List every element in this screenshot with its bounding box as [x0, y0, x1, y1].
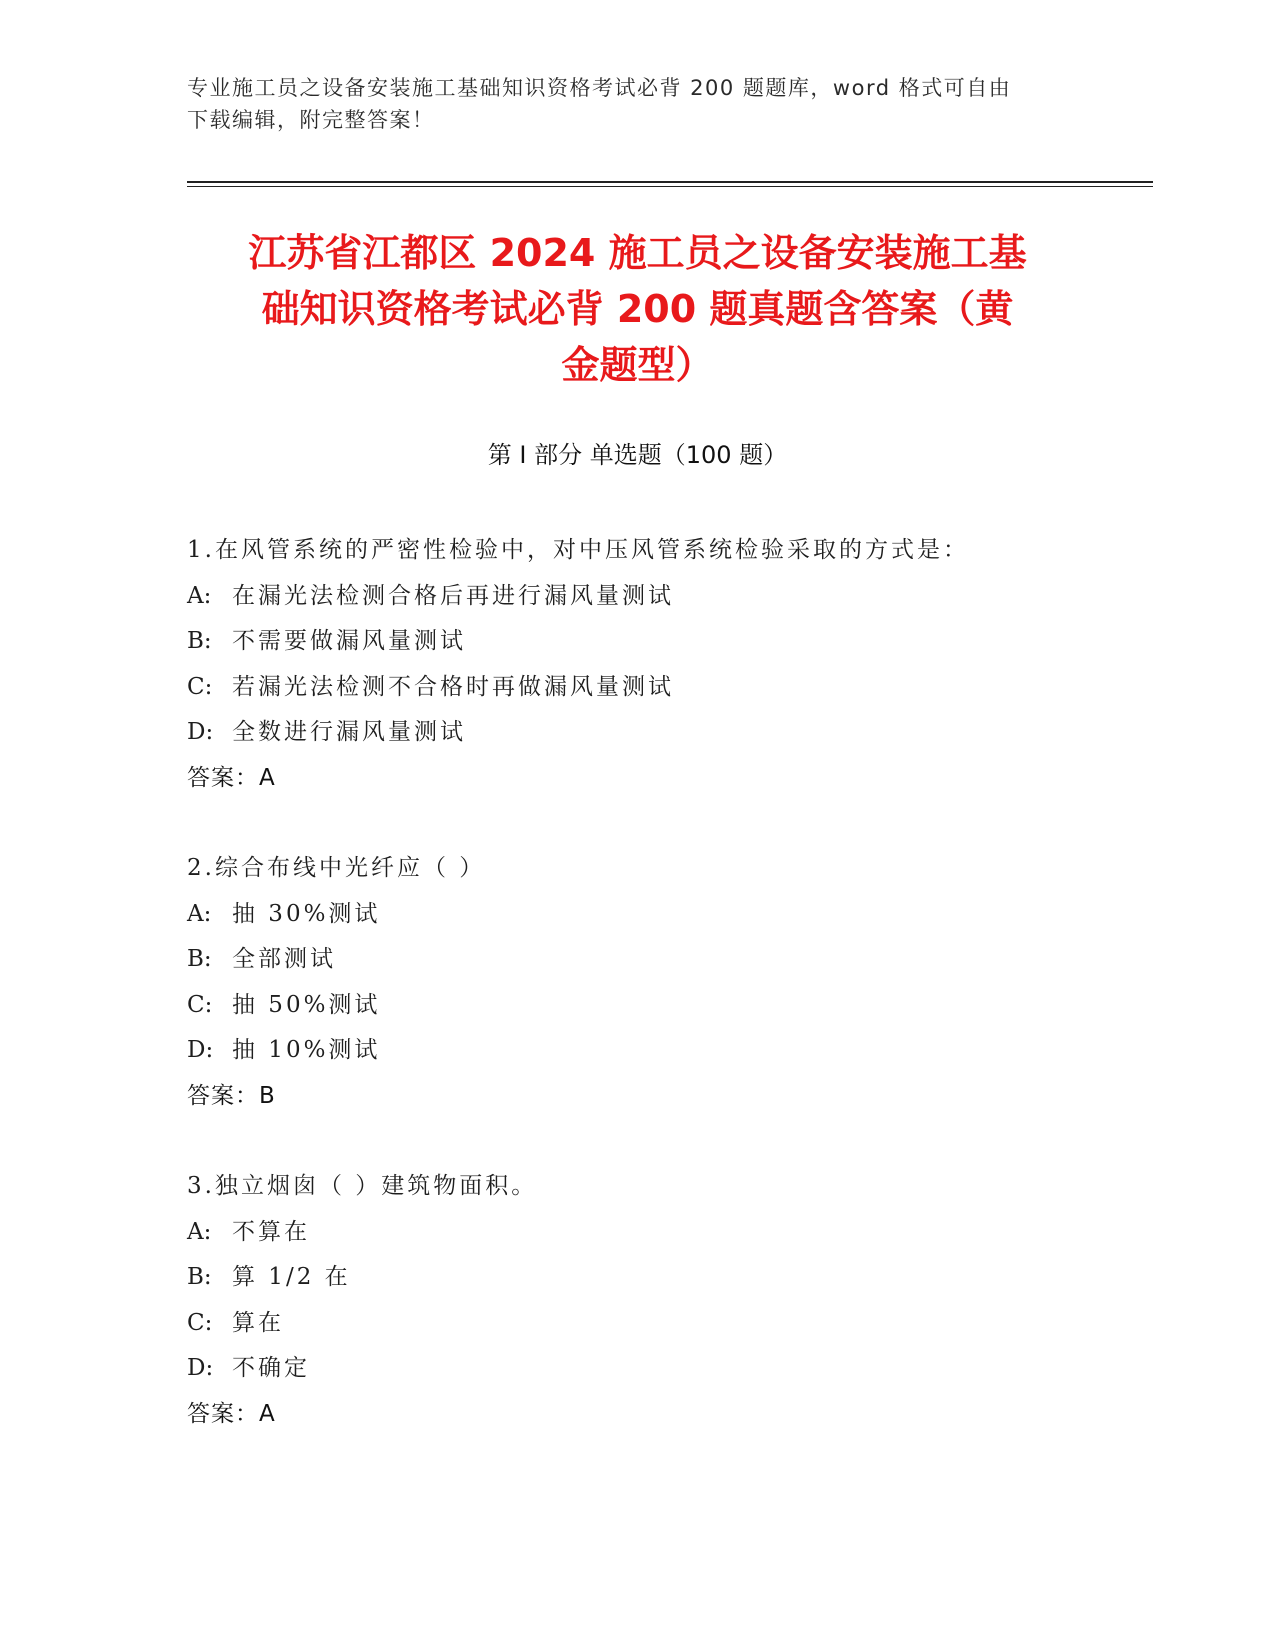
question-1: [187, 528, 1147, 801]
option-text: 若漏光法检测不合格时再做漏风量测试: [232, 673, 674, 700]
option-a: [187, 1210, 1147, 1256]
answer-key: 答案：A: [187, 764, 276, 791]
option-text: 在漏光法检测合格后再进行漏风量测试: [232, 582, 674, 609]
option-c: [187, 665, 1147, 711]
option-text: 全部测试: [232, 946, 336, 972]
option-letter: D:: [187, 719, 214, 745]
option-text: 不确定: [232, 1355, 310, 1381]
option-text: 不需要做漏风量测试: [232, 628, 466, 654]
option-c: [187, 983, 1147, 1029]
option-b: [187, 937, 1147, 983]
option-letter: C:: [187, 673, 213, 700]
intro-text: [187, 72, 1087, 136]
option-letter: C:: [187, 991, 213, 1018]
option-letter: D:: [187, 1355, 214, 1381]
intro-line-1: 专业施工员之设备安装施工基础知识资格考试必背 200 题题库，word 格式可自由: [187, 76, 1012, 100]
option-letter: C:: [187, 1309, 213, 1336]
title-line-1: 江苏省江都区 2024 施工员之设备安装施工基: [248, 231, 1027, 275]
header-divider-thick: [187, 181, 1153, 183]
option-letter: B:: [187, 628, 212, 654]
question-stem: 1.在风管系统的严密性检验中，对中压风管系统检验采取的方式是：: [187, 537, 969, 563]
option-text: 全数进行漏风量测试: [232, 719, 466, 745]
option-c: [187, 1301, 1147, 1347]
title-line-2: 础知识资格考试必背 200 题真题含答案（黄: [261, 287, 1014, 331]
option-a: [187, 574, 1147, 620]
option-text: 算在: [232, 1309, 284, 1336]
option-letter: A:: [187, 582, 212, 609]
question-stem: 3.独立烟囱（ ）建筑物面积。: [187, 1173, 538, 1199]
intro-line-2: 下载编辑，附完整答案！: [187, 108, 435, 132]
question-3: [187, 1164, 1147, 1437]
option-d: [187, 710, 1147, 756]
option-text: 抽 10%测试: [232, 1037, 381, 1063]
option-b: [187, 1255, 1147, 1301]
answer-key: 答案：B: [187, 1082, 276, 1109]
option-letter: B:: [187, 946, 212, 972]
option-letter: D:: [187, 1037, 214, 1063]
document-title: [150, 225, 1125, 393]
option-b: [187, 619, 1147, 665]
question-stem: 2.综合布线中光纤应（ ）: [187, 855, 486, 881]
section-heading: 第 I 部分 单选题（100 题）: [487, 441, 788, 469]
option-text: 抽 30%测试: [232, 900, 381, 927]
option-text: 抽 50%测试: [232, 991, 381, 1018]
option-letter: A:: [187, 1218, 212, 1245]
header-divider-thin: [187, 186, 1153, 187]
question-list: [187, 528, 1147, 1482]
title-line-3: 金题型）: [561, 343, 714, 387]
option-a: [187, 892, 1147, 938]
answer-key: 答案：A: [187, 1400, 276, 1427]
option-d: [187, 1346, 1147, 1392]
question-2: [187, 846, 1147, 1119]
option-text: 不算在: [232, 1218, 310, 1245]
option-letter: A:: [187, 900, 212, 927]
option-letter: B:: [187, 1264, 212, 1290]
option-text: 算 1/2 在: [232, 1264, 351, 1290]
option-d: [187, 1028, 1147, 1074]
